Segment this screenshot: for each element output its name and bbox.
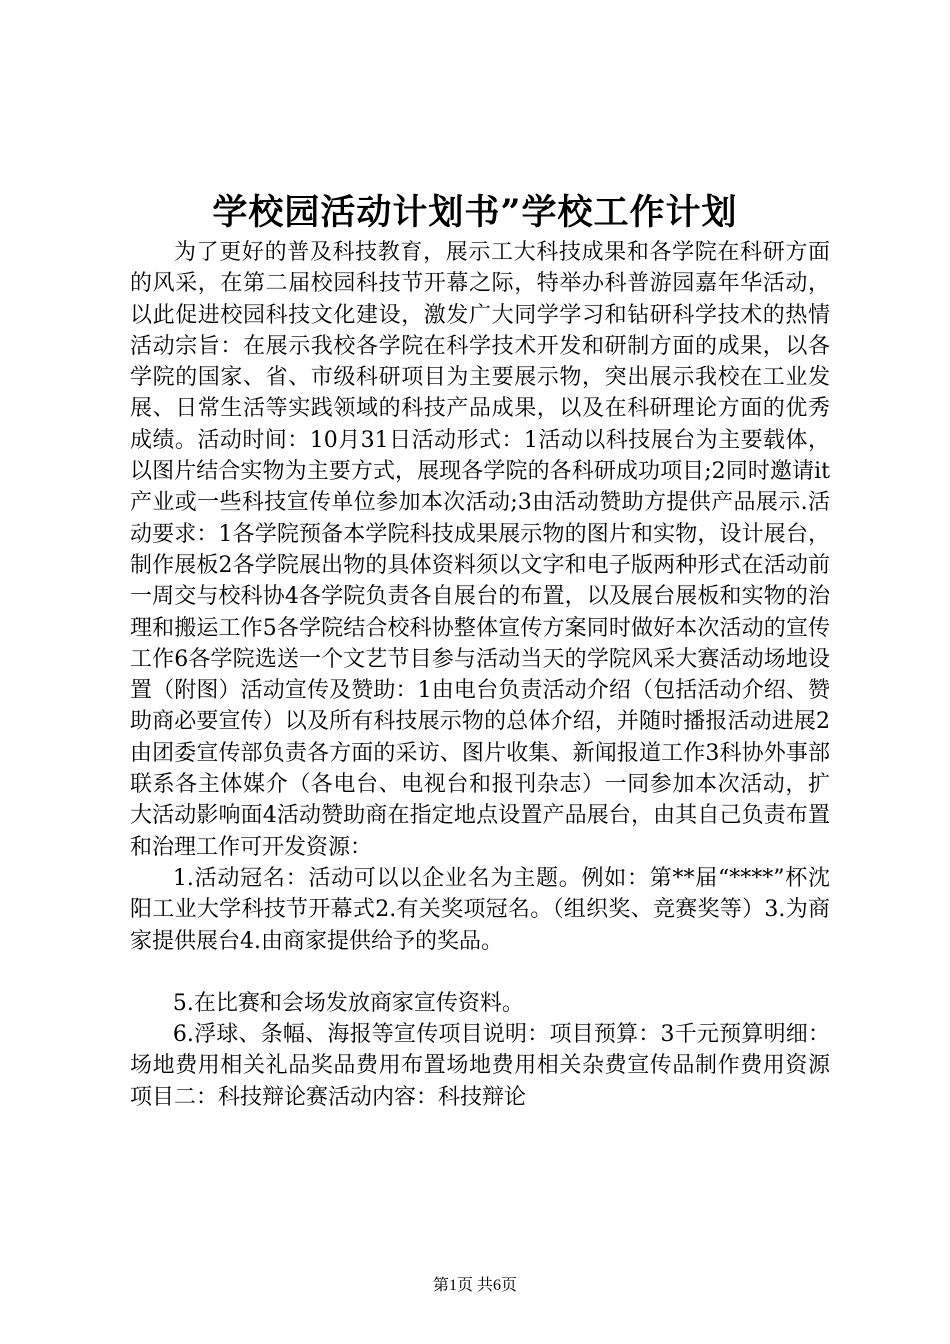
document-title: 学校园活动计划书”学校工作计划 <box>212 192 738 233</box>
paragraph-resources: 1.活动冠名：活动可以以企业名为主题。例如：第**届“****”杯沈阳工业大学科技节开幕式2.有关奖项冠名。（组织奖、竞赛奖等）3.为商家提供展台4.由商家提供给予的奖品。 <box>130 865 830 954</box>
paragraph-item-5: 5.在比赛和会场发放商家宣传资料。 <box>172 990 524 1016</box>
paragraph-intro: 为了更好的普及科技教育，展示工大科技成果和各学院在科研方面的风采，在第二届校园科技节开幕之际，特举办科普游园嘉年华活动，以此促进校园科技文化建设，激发广大同学学习和钻研科学技术的热情活动宗旨：在展示我校各学院在科学技术开发和研制方面的成果，以各学院的国家、省、市级科研项目为主要展示物，突出展示我校在工业发展、日常生活等实践领域的科技产品成果，以及在科研理论方面的优秀成绩。活动时间：10月31日活动形式：1活动以科技展台为主要载体，以图片结合实物为主要方式，展现各学院的各科研成功项目;2同时邀请it产业或一些科技宣传单位参加本次活动;3由活动赞助方提供产品展示.活动要求：1各学院预备本学院科技成果展示物的图片和实物，设计展台，制作展板2各学院展出物的具体资料须以文字和电子版两种形式在活动前一周交与校科协4各学院负责各自展台的布置，以及展台展板和实物的治理和搬运工作5各学院结合校科协整体宣传方案同时做好本次活动的宣传工作6各学院选送一个文艺节目参与活动当天的学院风采大赛活动场地设置（附图）活动宣传及赞助：1由电台负责活动介绍（包括活动介绍、赞助商必要宣传）以及所有科技展示物的总体介绍，并随时播报活动进展2由团委宣传部负责各方面的采访、图片收集、新闻报道工作3科协外事部联系各主体媒介（各电台、电视台和报刊杂志）一同参加本次活动，扩大活动影响面4活动赞助商在指定地点设置产品展台，由其自己负责布置和治理工作可开发资源： <box>130 240 830 860</box>
document-body <box>130 237 830 1113</box>
paragraph-item-6: 6.浮球、条幅、海报等宣传项目说明：项目预算：3千元预算明细：场地费用相关礼品奖品费用布置场地费用相关杂费宣传品制作费用资源项目二：科技辩论赛活动内容：科技辩论 <box>130 1022 830 1110</box>
page-footer: 第1页 共6页 <box>432 1277 517 1294</box>
